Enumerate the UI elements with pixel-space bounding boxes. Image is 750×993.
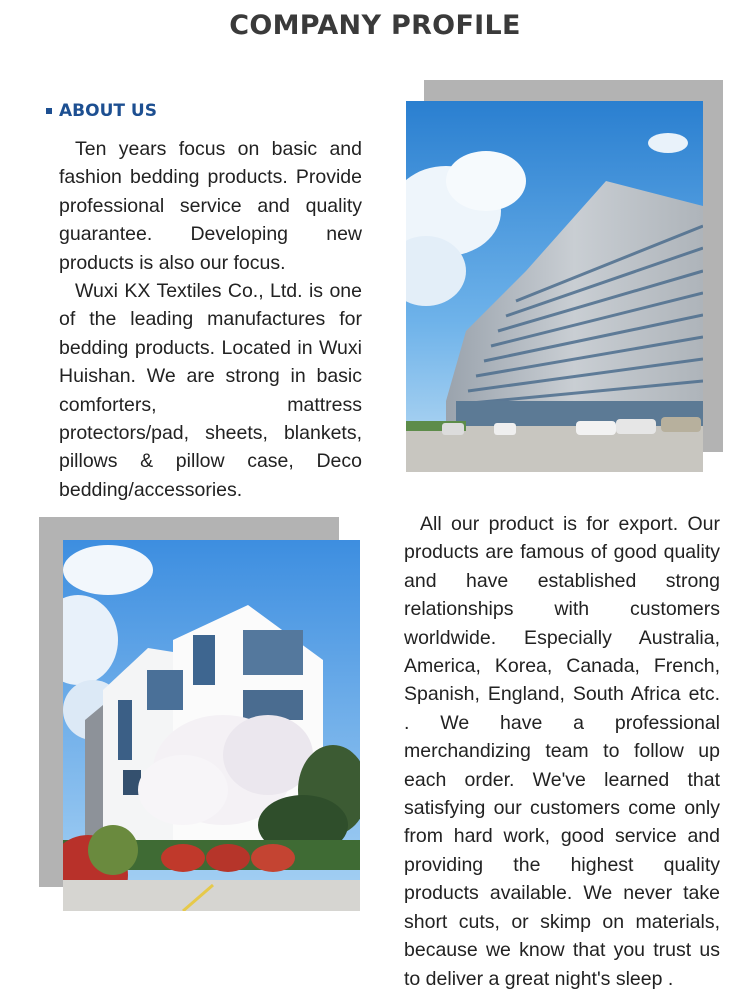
about-us-heading	[46, 100, 157, 122]
office-building-photo	[406, 101, 703, 472]
about-paragraph-2: Wuxi KX Textiles Co., Ltd. is one of the leading manufactures for bedding products. Located in Wuxi Huishan. We are strong in basic comforters, mattress protectors/pad, sheets, blankets, pillows & pillow case, Deco bedding/accessories.	[59, 280, 362, 501]
about-us-label: ABOUT US	[59, 101, 157, 121]
about-paragraph-1: Ten years focus on basic and fashion bedding products. Provide professional service and quality guarantee. Developing new products is also our focus.	[59, 138, 362, 274]
white-building-photo	[63, 540, 360, 911]
export-paragraph: All our product is for export. Our products are famous of good quality and have established strong relationships with customers worldwide. Especially Australia, America, Korea, Canada, French, Spanish, England, South Africa etc. . We have a professional merchandizing team to follow up each order. We've learned that satisfying our customers come only from hard work, good service and providing the highest quality products available. We never take short cuts, or skimp on materials, because we know that you trust us to deliver a great night's sleep .	[404, 513, 720, 990]
page-title: COMPANY PROFILE	[229, 10, 521, 41]
export-text	[404, 510, 720, 993]
bullet-square-icon	[46, 108, 52, 114]
about-us-text	[59, 135, 362, 504]
